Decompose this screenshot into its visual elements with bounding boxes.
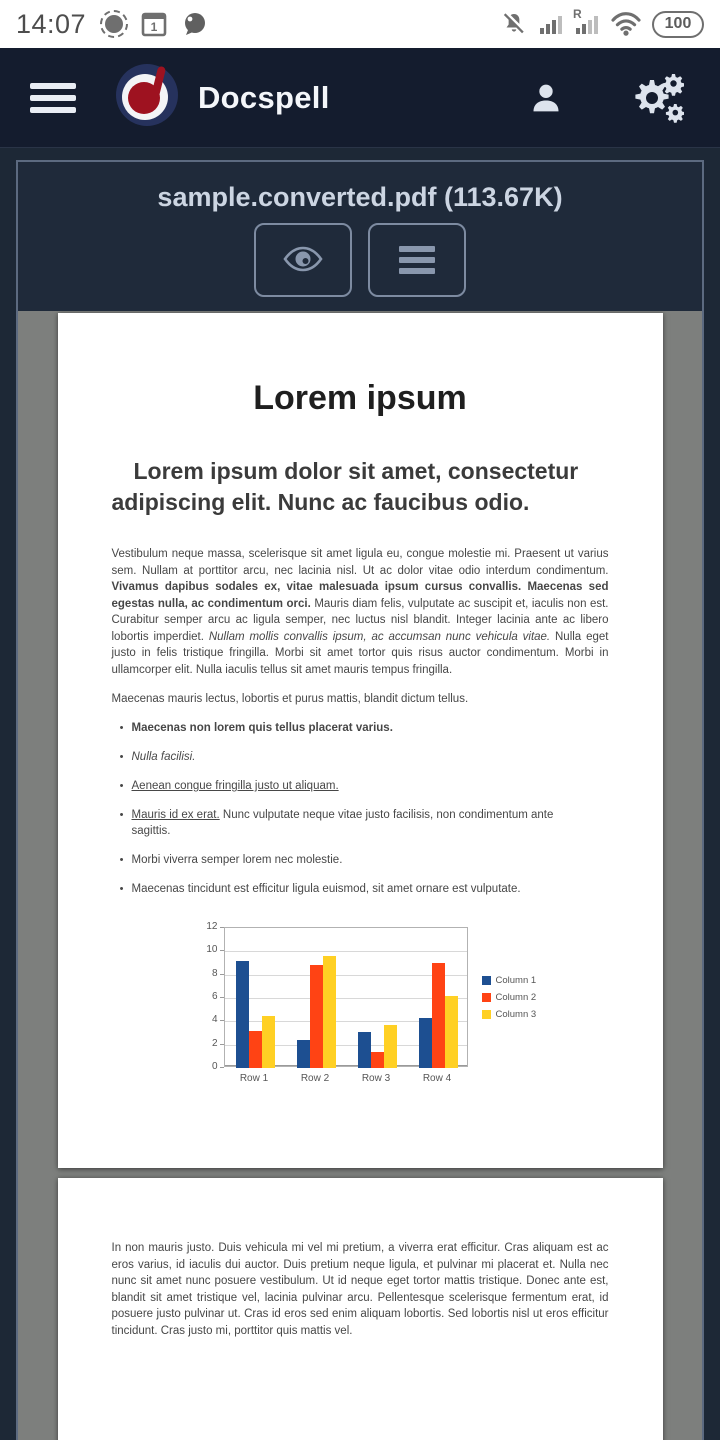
chart-plot-area [224,927,468,1067]
app-bar [0,48,720,148]
chart-bar [419,1018,432,1068]
main-content [0,148,720,1440]
chart-bar [262,1016,275,1069]
doc-paragraph-2: Maecenas mauris lectus, lobortis et purus mattis, blandit dictum tellus. [111,693,469,705]
chart-bar [358,1032,371,1068]
svg-text:1: 1 [150,20,158,34]
signal-messenger-icon [100,10,128,38]
docspell-logo [114,62,180,133]
battery-percent: 100 [664,15,692,32]
chart: 0 2 4 6 8 10 12 Row 1 Row 2 Row 3 Row 4 Column 1 Column 2 Column 3 [206,921,537,1084]
chart-bar [323,956,336,1068]
roaming-label: R [573,7,582,21]
status-bar [0,0,720,48]
doc-bullet-list [112,720,609,897]
cell-signal-icon [538,11,564,37]
doc-title: Lorem ipsum [253,379,467,417]
bell-muted-icon [500,10,528,38]
bullet-item: • Maecenas tincidunt est efficitur ligula euismod, sit amet ornare est vulputate. [119,883,521,895]
doc-paragraph-1: Vestibulum neque massa, scelerisque sit amet ligula eu, congue molestie mi. Praesent ut varius sem. Nullam at porttitor arcu, nec lacinia nisl. Ut ac dolor vitae odio interdum condimentum. Vivamus dapibus sodales ex, vitae malesuada ipsum cursus convallis. Maecenas sed egestas nulla, ac condimentum orci. Mauris diam felis, vulputate ac suscipit et, iaculis non est. Curabitur semper arcu ac ligula semper, nec luctus nisl blandit. Integer lacinia ante ac libero lobortis imperdiet. Nullam mollis convallis ipsum, ac accumsan nunc vehicula vitae. Nulla eget justo in felis tristique fringilla. Morbi sit amet tortor quis risus auctor condimentum. Morbi in ullamcorper elit. Nulla iaculis tellus sit amet mauris tempus fringilla. [111,548,609,676]
chart-x-label: Row 3 [361,1073,391,1084]
clock: 14:07 [16,8,87,39]
attachment-filename: sample.converted.pdf (113.67K) [157,182,563,212]
pdf-viewer[interactable] [18,311,702,1440]
chart-bar [384,1025,397,1068]
chart-legend-item: Column 3 [482,1009,537,1020]
chart-bar [310,965,323,1068]
wifi-icon [610,11,642,37]
app-title: Docspell [198,79,330,115]
list-menu-icon [399,246,435,274]
bullet-item: • Maecenas non lorem quis tellus placerat varius. [119,722,393,734]
chart-x-label: Row 4 [422,1073,452,1084]
cell-signal-roaming-icon [573,7,600,37]
attachment-panel [16,160,704,1440]
chart-legend-item: Column 2 [482,992,537,1003]
chart-bar [249,1031,262,1068]
chart-bar [371,1052,384,1068]
bullet-item: • Mauris id ex erat. Nunc vulputate neque vitae justo facilisis, non condimentum ante sagittis. [119,809,554,837]
pdf-page-1 [58,313,663,1168]
menu-hamburger-icon[interactable] [30,83,76,113]
calendar-icon [140,10,168,38]
doc-page2-paragraph: In non mauris justo. Duis vehicula mi vel mi pretium, a viverra erat efficitur. Cras aliquam est ac eros varius, id iaculis dui auctor. Duis pretium neque ligula, et pulvinar mi placerat et. Nulla nec nunc sit amet nunc posuere vestibulum. Ut id neque eget tortor mattis tristique. Donec ante est, blandit sit amet tristique vel, lacinia pulvinar arcu. Pellentesque scelerisque fermentum erat, id posuere justo pulvinar ut. Cras id eros sed enim aliquam lobortis. Sed lobortis nisl ut eros efficitur tincidunt. Cras justo mi, porttitor quis mattis vel. [111,1242,609,1337]
bullet-item: • Nulla facilisi. [119,751,196,763]
chart-x-label: Row 2 [300,1073,330,1084]
chart-bar [297,1040,310,1068]
doc-subtitle: Lorem ipsum dolor sit amet, consectetur adipiscing elit. Nunc ac faucibus odio. [111,458,579,515]
chart-bar [445,996,458,1068]
attachment-menu-button[interactable] [368,223,466,297]
bullet-item: • Morbi viverra semper lorem nec molestie. [119,854,343,866]
battery-indicator [652,11,704,38]
pdf-page-2 [58,1178,663,1440]
chart-legend [482,975,537,1020]
chart-x-label: Row 1 [239,1073,269,1084]
user-account-icon[interactable] [526,78,566,118]
bullet-item: • Aenean congue fringilla justo ut aliquam. [119,780,339,792]
chart-bar [236,961,249,1068]
attachment-actions [254,223,466,297]
chart-bar [432,963,445,1068]
chart-legend-item: Column 1 [482,975,537,986]
preview-button[interactable] [254,223,352,297]
eye-icon [282,244,324,277]
chat-bubble-icon [180,10,208,38]
settings-gears-icon[interactable] [628,72,684,124]
